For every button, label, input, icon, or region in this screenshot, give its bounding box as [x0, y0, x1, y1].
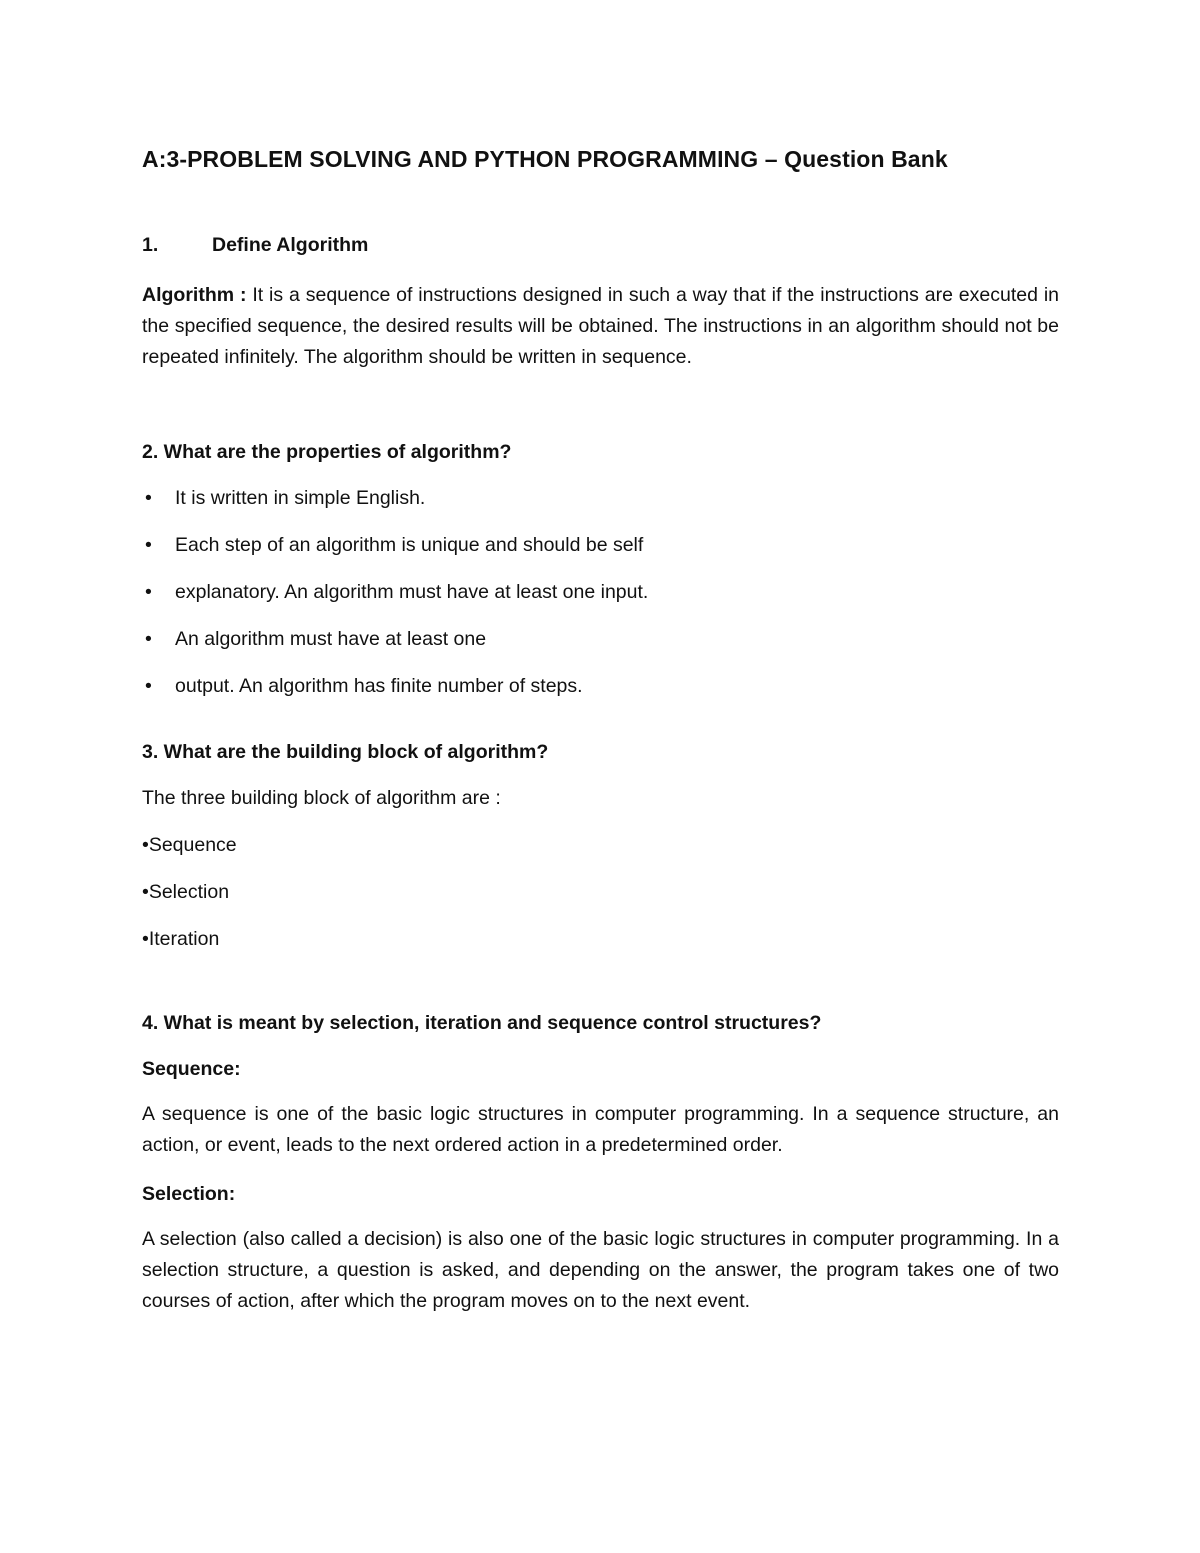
bullet-icon: • — [145, 487, 152, 509]
properties-list — [142, 485, 1059, 699]
list-item-text: An algorithm must have at least one — [175, 628, 487, 650]
question-3-heading: 3. What are the building block of algorithm? — [142, 741, 549, 763]
list-item: •Selection — [142, 881, 230, 903]
question-4-heading: 4. What is meant by selection, iteration and sequence control structures? — [142, 1012, 822, 1034]
selection-heading: Selection: — [142, 1183, 236, 1205]
bullet-icon: • — [145, 675, 152, 697]
list-item-text: output. An algorithm has finite number of steps. — [175, 675, 583, 697]
document-title — [142, 140, 1059, 178]
sequence-text: A sequence is one of the basic logic structures in computer programming. In a sequence structure, an action, or event, leads to the next ordered action in a predetermined order. — [142, 1103, 1059, 1156]
list-item-text: It is written in simple English. — [175, 487, 426, 509]
list-item — [142, 673, 1059, 699]
question-1-heading — [142, 232, 1059, 258]
question-1-title: Define Algorithm — [212, 234, 369, 256]
answer-label: Algorithm : — [142, 284, 247, 306]
list-item — [142, 579, 1059, 605]
selection-text: A selection (also called a decision) is also one of the basic logic structures in computer programming. In a selection structure, a question is asked, and depending on the answer, the program takes one of two courses of action, after which the program moves on to the next event. — [142, 1228, 1059, 1312]
list-item: •Iteration — [142, 928, 220, 950]
list-item-text: explanatory. An algorithm must have at least one input. — [175, 581, 649, 603]
bullet-icon: • — [145, 581, 152, 603]
list-item — [142, 532, 1059, 558]
list-item-text: Each step of an algorithm is unique and should be self — [175, 534, 644, 556]
question-2-heading: 2. What are the properties of algorithm? — [142, 441, 512, 463]
title-tail: Question Bank — [784, 146, 948, 172]
bullet-icon: • — [145, 628, 152, 650]
title-main: A:3-PROBLEM SOLVING AND PYTHON PROGRAMMING – — [142, 146, 785, 172]
bullet-icon: • — [145, 534, 152, 556]
list-item: •Sequence — [142, 834, 237, 856]
document-content — [142, 140, 1059, 1317]
sequence-heading: Sequence: — [142, 1058, 241, 1080]
building-blocks-list — [142, 832, 1059, 952]
question-1-answer — [142, 280, 1059, 373]
question-3-intro: The three building block of algorithm are : — [142, 787, 501, 809]
question-1-number: 1. — [142, 234, 159, 256]
answer-text: It is a sequence of instructions designed in such a way that if the instructions are executed in the specified sequence, the desired results will be obtained. The instructions in an algorithm should not be repeated infinitely. The algorithm should be written in sequence. — [142, 284, 1060, 368]
list-item — [142, 626, 1059, 652]
list-item — [142, 485, 1059, 511]
